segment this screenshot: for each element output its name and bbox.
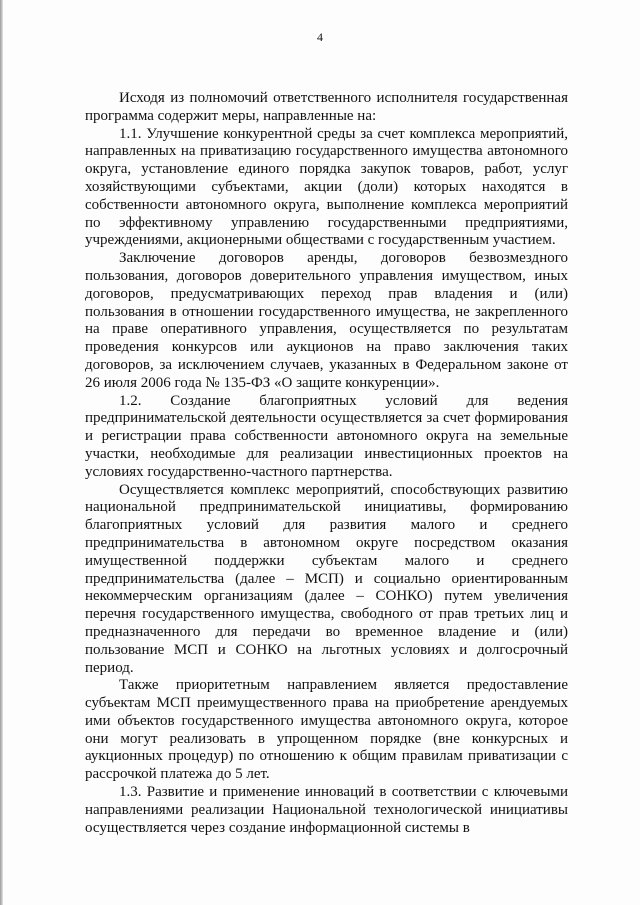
body-text [85,90,568,837]
paragraph-1-3: 1.3. Развитие и применение инноваций в соответствии с ключевыми направлениями реализации Национальной технологической инициативы осуществляется через создание информационной системы в [85,784,568,836]
scan-edge [0,0,3,905]
paragraph-contracts: Заключение договоров аренды, договоров безвозмездного пользования, договоров доверительного управления имуществом, иных договоров, предусматривающих переход прав владения и (или) пользования в отношении государственного имущества, не закрепленного на праве оперативного управления, осуществляется по результатам проведения конкурсов или аукционов на право заключения таких договоров, за исключением случаев, указанных в Федеральном законе от 26 июля 2006 года № 135-ФЗ «О защите конкуренции». [85,250,568,391]
page-number: 4 [317,30,323,44]
paragraph-priority: Также приоритетным направлением является предоставление субъектам МСП преимущественного права на приобретение арендуемых ими объектов государственного имущества автономного округа, которое они могут реализовать в упрощенном порядке (вне конкурсных и аукционных процедур) по отношению к общим правилам приватизации с рассрочкой платежа до 5 лет. [85,677,568,783]
paragraph-1-2: 1.2. Создание благоприятных условий для ведения предпринимательской деятельности осуществляется за счет формирования и регистрации права собственности автономного округа на земельные участки, необходимые для реализации инвестиционных проектов на условиях государственно-частного партнерства. [85,392,568,480]
paragraph-intro: Исходя из полномочий ответственного исполнителя государственная программа содержит меры, направленные на: [85,90,568,124]
paragraph-1-1: 1.1. Улучшение конкурентной среды за счет комплекса мероприятий, направленных на приватизацию государственного имущества автономного округа, установление единого порядка закупок товаров, работ, услуг хозяйствующими субъектами, акции (доли) которых находятся в собственности автономного округа, выполнение комплекса мероприятий по эффективному управлению государственными предприятиями, учреждениями, акционерными обществами с государственным участием. [85,125,568,249]
paragraph-msp-support: Осуществляется комплекс мероприятий, способствующих развитию национальной предпринимательской инициативы, формированию благоприятных условий для развития малого и среднего предпринимательства в автономном округе посредством оказания имущественной поддержки субъектам малого и среднего предпринимательства (далее – МСП) и социально ориентированным некоммерческим организациям (далее – СОНКО) путем увеличения перечня государственного имущества, свободного от прав третьих лиц и предназначенного для передачи во временное владение и (или) пользование МСП и СОНКО на льготных условиях и долгосрочный период. [85,481,568,676]
